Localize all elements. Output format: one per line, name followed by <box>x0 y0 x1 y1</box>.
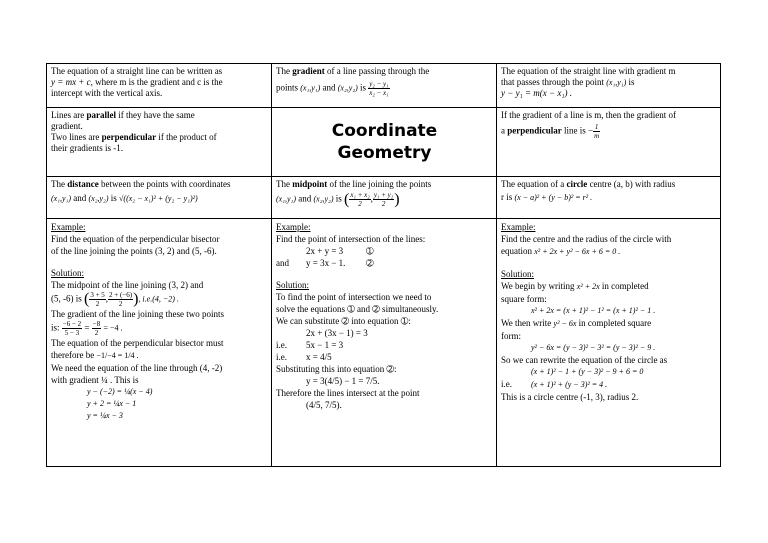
midpoint-y-value: $\frac{2 + (-6)}{2}$ <box>109 291 133 308</box>
line-equation-cell: The equation of the straight line with gradient m that passes through the point (x₁,y₁) is y − y₁ = m(x − x₁) . <box>501 66 676 98</box>
perpendicular-fraction: $\frac{1}{m}$ <box>594 123 600 140</box>
midpoint-x-value: $\frac{3 + 5}{2}$ <box>90 291 105 308</box>
circle-cell: The equation of a circle centre (a, b) with radius r is (x − a)² + (y − b)² = r² . <box>501 179 676 202</box>
straight-line-cell: The equation of a straight line can be written as y = mx + c, where m is the gradient and c is the intercept with the vertical axis. <box>51 66 223 98</box>
perpendicular-gradient-cell: If the gradient of a line is m, then the gradient of a perpendicular line is − $\frac{1}{m}$ <box>501 110 676 140</box>
parallel-perpendicular-cell: Lines are parallel if they have the same gradient. Two lines are perpendicular if the product of their gradients is -1. <box>51 110 217 153</box>
gradient-value-1: $\frac{-6 - 2}{5 - 3}$ <box>62 320 82 337</box>
intersection-example-cell: Example: Find the point of intersection of the lines: 2x + y = 3 ➀ and y = 3x − 1. ➁ Solution: To find the point of intersection we need to solve the equations ➀ and ➁ simultaneously. We can substitute ➁ into equation ➀: 2x + (3x − 1) = 3 i.e. 5x − 1 = 3 i.e. x = 4/5 Substituting this into equation ➁: y = 3(4/5) − 1 = 7/5. Therefore the lines intersect at the point (4/5, 7/5). <box>276 222 439 410</box>
bisector-example-cell: Example: Find the equation of the perpendicular bisector of the line joining the points (3, 2) and (5, -6). Solution: The midpoint of the line joining (3, 2) and (5, -6) is ( $\frac{3 + 5}{2}$ , $\frac{2 + (-6)}{2}$ ), i.e.(4, −2) . The gradient of the line joining these two points is: $\frac{-6 - 2}{5 - 3}$ = $\frac{-8}{2}$ = −4 . The equation of the perpendicular bisector must therefore be −1/−4 = 1/4 . We need the equation of the line through (4, -2) with gradient ¼ . This is y − (−2) = ¼(x − 4) y + 2 = ¼x − 1 y = ¼x − 3 <box>51 222 224 420</box>
page-title: Coordinate Geometry <box>331 121 438 163</box>
midpoint-x-fraction: $\frac{\text{x₁ + x₂}}{2}$ <box>350 191 370 208</box>
gradient-value-2: $\frac{-8}{2}$ <box>92 320 101 337</box>
midpoint-y-fraction: $\frac{\text{y₁ + y₂}}{2}$ <box>373 191 394 208</box>
gradient-fraction: $\frac{\text{y₂ − y₁}}{\text{x₂ − x₁}}$ <box>369 80 389 97</box>
circle-example-cell: Example: Find the centre and the radius of the circle with equation x² + 2x + y² − 6x + 6 = 0 . Solution: We begin by writing x² + 2x in completed square form: x² + 2x = (x + 1)² − 1² = (x + 1)² − 1 . We then write y² − 6x in completed square form: y² − 6x = (y − 3)² − 3² = (y − 3)² − 9 . So we can rewrite the equation of the circle as (x + 1)² − 1 + (y − 3)² − 9 + 6 = 0 i.e. (x + 1)² + (y − 3)² = 4 . This is a circle centre (-1, 3), radius 2. <box>501 222 672 402</box>
midpoint-cell: The midpoint of the line joining the points (x₁,y₁) and (x₂,y₂) is ( $\frac{\text{x₁ + x₂}}{2}$ , $\frac{\text{y₁ + y₂}}{2}$ ) <box>276 179 432 208</box>
formula-sheet <box>46 63 721 467</box>
distance-cell: The distance between the points with coordinates (x₁,y₁) and (x₂,y₂) is √((x₂ − x₁)² + (y₂ − y₁)²) <box>51 179 231 203</box>
gradient-cell: The gradient of a line passing through the points (x₁,y₁) and (x₂,y₂) is $\frac{\text{y₂ − y₁}}{\text{x₂ − x₁}}$ <box>276 66 430 97</box>
